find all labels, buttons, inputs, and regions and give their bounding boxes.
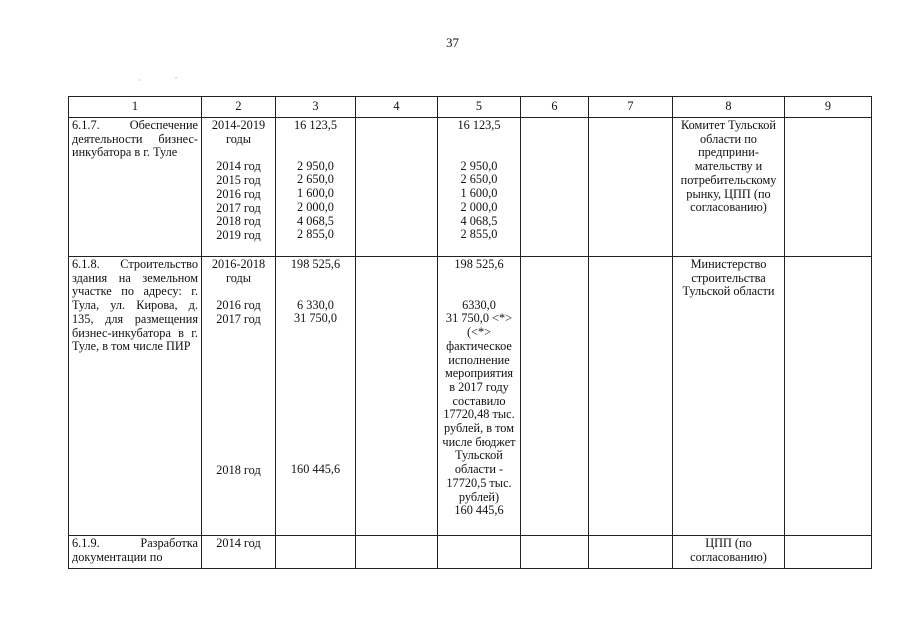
amount-value: 31 750,0 <*> — [445, 311, 513, 326]
amount-value: 4 068,5 — [297, 213, 334, 228]
total-amount-cell — [276, 118, 356, 257]
year-label: 2015 год — [216, 173, 261, 188]
empty-cell — [276, 536, 356, 569]
amount-value: 4 068,5 — [460, 213, 498, 228]
amount-value: 2 650,0 — [297, 172, 334, 187]
empty-cell — [521, 536, 589, 569]
year-label: 2016 год — [216, 186, 261, 201]
amount-value: 2 000,0 — [297, 199, 334, 214]
period-total: 2016-2018 годы — [211, 257, 266, 285]
table-row — [69, 536, 872, 569]
year-label: 2016 год — [216, 298, 261, 313]
amount-value: 2 855,0 — [297, 227, 334, 242]
responsible-executor: Комитет Тульской области по предприни-мательству и потребительскому рынку, ЦПП (по согласованию) — [673, 118, 785, 257]
col-header-3: 3 — [276, 97, 356, 118]
year-label: 2018 год — [216, 214, 261, 229]
year-label: 2014 год — [216, 536, 261, 550]
amount-value: 16 123,5 — [293, 118, 338, 132]
amount-value: 2 855,0 — [460, 227, 498, 242]
amount-value: 2 950,0 — [297, 158, 334, 173]
empty-cell — [589, 536, 673, 569]
col-header-8: 8 — [673, 97, 785, 118]
period-total: 2014-2019 годы — [211, 118, 266, 146]
year-label: 2019 год — [216, 227, 261, 242]
header-row — [69, 97, 872, 118]
amount-value: 2 950,0 — [460, 158, 498, 173]
period-cell — [202, 536, 276, 569]
period-cell — [202, 257, 276, 536]
amount-value: 1 600,0 — [460, 186, 498, 201]
col-header-9: 9 — [785, 97, 872, 118]
measure-name: 6.1.8. Строительство здания на земельном участке по адресу: г. Тула, ул. Кирова, д. 135, для размещения бизнес-инкубатора в г. Туле, в том числе ПИР — [69, 257, 202, 536]
col-header-2: 2 — [202, 97, 276, 118]
amount-value: 1 600,0 — [297, 186, 334, 201]
amount-value: 6 330,0 — [297, 297, 334, 312]
empty-cell — [589, 257, 673, 536]
responsible-executor: Министерство строительства Тульской области — [673, 257, 785, 536]
empty-cell — [356, 536, 438, 569]
amount-value: 6330,0 — [462, 297, 496, 312]
amount-value: 198 525,6 — [290, 257, 341, 271]
total-amount-cell — [276, 257, 356, 536]
empty-cell — [785, 118, 872, 257]
amount-value: 31 750,0 — [293, 311, 338, 326]
program-table — [68, 96, 872, 569]
empty-cell — [438, 536, 521, 569]
table-row — [69, 118, 872, 257]
scan-specks: · ˊ — [138, 76, 194, 85]
regional-amount-cell — [438, 118, 521, 257]
col-header-6: 6 — [521, 97, 589, 118]
responsible-executor: ЦПП (по согласованию) — [673, 536, 785, 569]
regional-amount-cell — [438, 257, 521, 536]
table-row — [69, 257, 872, 536]
empty-cell — [589, 118, 673, 257]
empty-cell — [785, 257, 872, 536]
amount-value: 2 650,0 — [460, 172, 498, 187]
amount-value: 160 445,6 — [454, 503, 504, 518]
empty-cell — [521, 118, 589, 257]
year-label: 2018 год — [216, 462, 261, 477]
year-label: 2017 год — [216, 312, 261, 327]
col-header-5: 5 — [438, 97, 521, 118]
amount-value: 16 123,5 — [457, 118, 501, 132]
col-header-4: 4 — [356, 97, 438, 118]
empty-cell — [356, 118, 438, 257]
footnote-text: (<*> фактическое исполнение мероприятия в 2017 году составило 17720,48 тыс. рублей, в том числе бюджет Тульской области - 17720,5 тыс. рублей) — [442, 325, 516, 504]
measure-name: 6.1.9. Разработка документации по — [69, 536, 202, 569]
amount-value: 2 000,0 — [460, 199, 498, 214]
amount-value: 198 525,6 — [454, 257, 504, 271]
empty-cell — [785, 536, 872, 569]
empty-cell — [356, 257, 438, 536]
year-label: 2017 год — [216, 200, 261, 215]
col-header-7: 7 — [589, 97, 673, 118]
page-number: 37 — [446, 35, 459, 50]
measure-name: 6.1.7. Обеспечение деятельности бизнес-инкубатора в г. Туле — [69, 118, 202, 257]
year-label: 2014 год — [216, 159, 261, 174]
period-cell — [202, 118, 276, 257]
empty-cell — [521, 257, 589, 536]
amount-value: 160 445,6 — [290, 462, 341, 477]
col-header-1: 1 — [69, 97, 202, 118]
